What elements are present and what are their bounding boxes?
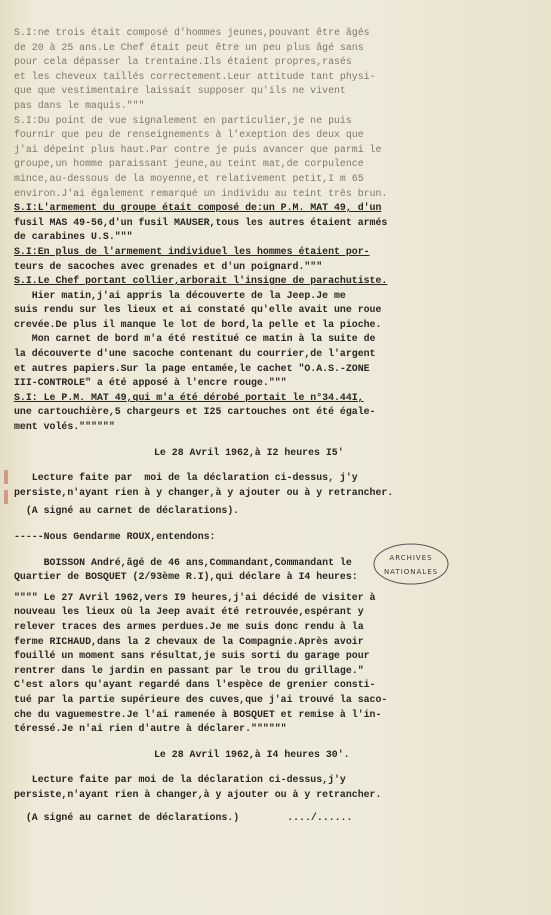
- date-line-1: Le 28 Avril 1962,à I2 heures I5': [154, 446, 344, 458]
- gendarme-line: -----Nous Gendarme ROUX,entendons:: [14, 531, 216, 542]
- statement-line-0: S.I:ne trois était composé d'hommes jeunes,pouvant être âgés: [14, 27, 370, 38]
- statement-line-11: environ.J'ai également remarqué un individu au teint très brun.: [14, 187, 388, 199]
- declaration-line-7: tué par la partie supérieure des cuves,que j'ai trouvé la saco-: [14, 693, 388, 705]
- signed-line-2: (A signé au carnet de déclarations.) ..../......: [14, 811, 353, 823]
- declaration-line-6: C'est alors qu'ayant regardé dans l'espèce de grenier consti-: [14, 679, 376, 691]
- lecture-2-line-1: Lecture faite par moi de la déclaration ci-dessus,j'y: [14, 774, 346, 786]
- typed-statement: [14, 26, 546, 825]
- weapons-line-8: S.I: Le P.M. MAT 49,qui m'a été dérobé portait le n°34.44I,: [14, 391, 364, 403]
- stamp-bottom-text: NATIONALES: [383, 568, 439, 576]
- statement-line-10: mince,au-dessous de la moyenne,et relativement petit,I m 65: [14, 172, 364, 184]
- statement-line-3: et les cheveux taillés correctement.Leur attitude tant physi-: [14, 70, 376, 82]
- margin-mark: [4, 470, 8, 484]
- weapons-line-2: suis rendu sur les lieux et ai constaté qu'elle avait une roue: [14, 304, 382, 316]
- statement-line-14: de carabines U.S.""": [14, 231, 133, 243]
- declaration-line-1: nouveau les lieux où la Jeep avait été retrouvée,espérant y: [14, 606, 364, 618]
- statement-line-2: pour cela dépasser la trentaine.Ils étaient propres,rasés: [14, 56, 352, 68]
- statement-line-9: groupe,un homme paraissant jeune,au teint mat,de corpulence: [14, 158, 364, 170]
- boisson-line-2: Quartier de BOSQUET (2/93ème R.I),qui déclare à I4 heures:: [14, 571, 358, 583]
- date-line-2: Le 28 Avril 1962,à I4 heures 30'.: [154, 748, 350, 760]
- stamp-top-text: ARCHIVES: [389, 554, 433, 562]
- lecture-2-line-2: persiste,n'ayant rien à changer,à y ajouter ou à y retrancher.: [14, 788, 382, 800]
- declaration-line-8: che du vaguemestre.Je l'ai ramenée à BOSQUET et remise à l'in-: [14, 708, 382, 720]
- statement-line-5: pas dans le maquis.""": [14, 99, 145, 111]
- weapons-line-1: Hier matin,j'ai appris la découverte de la Jeep.Je me: [14, 289, 346, 301]
- declaration-block: [14, 591, 546, 737]
- lecture-1-line-1: Lecture faite par moi de la déclaration ci-dessus, j'y: [14, 472, 358, 484]
- statement-line-7: fournir que peu de renseignements à l'exeption des deux que: [14, 129, 364, 141]
- statement-line-12: S.I:L'armement du groupe était composé de:un P.M. MAT 49, d'un: [14, 202, 382, 214]
- margin-mark: [4, 490, 8, 504]
- weapons-line-6: et autres papiers.Sur la page entamée,le cachet "O.A.S.-ZONE: [14, 362, 370, 374]
- declaration-line-0: """" Le 27 Avril 1962,vers I9 heures,j'ai décidé de visiter à: [14, 591, 376, 603]
- statement-line-8: j'ai dépeint plus haut.Par contre je puis avancer que parmi le: [14, 143, 382, 155]
- declaration-line-5: rentrer dans le jardin en passant par le trou du grillage.": [14, 664, 364, 676]
- declaration-line-3: ferme RICHAUD,dans la 2 chevaux de la Compagnie.Après avoir: [14, 635, 364, 647]
- weapons-line-10: ment volés."""""": [14, 421, 115, 433]
- statement-line-1: de 20 à 25 ans.Le Chef était peut être un peu plus âgé sans: [14, 41, 364, 53]
- top-block: [14, 26, 546, 274]
- statement-line-16: teurs de sacoches avec grenades et d'un poignard.""": [14, 260, 323, 272]
- weapons-line-9: une cartouchière,5 chargeurs et I25 cartouches ont été égale-: [14, 406, 376, 418]
- statement-line-6: S.I:Du point de vue signalement en particulier,je ne puis: [14, 114, 352, 126]
- weapons-line-3: crevée.De plus il manque le lot de bord,la pelle et la pioche.: [14, 318, 382, 330]
- declaration-line-4: fouillé un moment sans résultat,je suis sorti du garage pour: [14, 650, 370, 662]
- weapons-line-5: la découverte d'une sacoche contenant du courrier,de l'argent: [14, 348, 376, 360]
- weapons-line-4: Mon carnet de bord m'a été restitué ce matin à la suite de: [14, 333, 376, 345]
- declaration-line-9: téressé.Je n'ai rien d'autre à déclarer."""""": [14, 723, 287, 735]
- declaration-line-2: relever traces des armes perdues.Je me suis donc rendu à la: [14, 620, 364, 632]
- weapons-line-7: III-CONTROLE" a été apposé à l'encre rouge.""": [14, 377, 287, 389]
- lecture-1-line-2: persiste,n'ayant rien à y changer,à y ajouter ou à y retrancher.: [14, 486, 394, 498]
- archives-nationales-stamp: [372, 542, 450, 586]
- signed-line-1: (A signé au carnet de déclarations).: [14, 505, 240, 517]
- statement-line-4: que que vestimentaire laissait supposer qu'ils ne vivent: [14, 85, 346, 97]
- weapons-block: [14, 274, 546, 435]
- statement-line-15: S.I:En plus de l'armement individuel les hommes étaient por-: [14, 245, 370, 257]
- boisson-line-1: BOISSON André,âgé de 46 ans,Commandant,Commandant le: [14, 556, 352, 568]
- statement-line-13: fusil MAS 49-56,d'un fusil MAUSER,tous les autres étaient armés: [14, 216, 388, 228]
- weapons-line-0: S.I.Le Chef portant collier,arborait l'insigne de parachutiste.: [14, 275, 388, 287]
